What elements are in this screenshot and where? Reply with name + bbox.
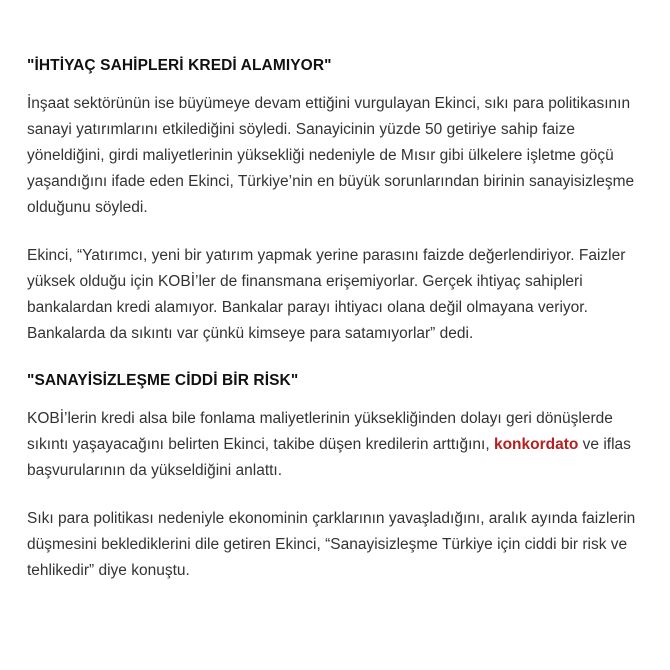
paragraph-kobi-text-end: ve iflas başvurularının da yükseldiğini anlattı. (27, 436, 631, 479)
paragraph-kobi-kredi (27, 406, 652, 484)
section-heading-kredi: "İHTİYAÇ SAHİPLERİ KREDİ ALAMIYOR" (27, 57, 332, 74)
paragraph-insaat-sektoru: İnşaat sektörünün ise büyümeye devam ettiğini vurgulayan Ekinci, sıkı para politikasının sanayi yatırımlarını etkilediğini söyledi. Sanayicinin yüzde 50 getiriye sahip faize yöneldiğini, girdi maliyetlerinin yüksekliği nedeniyle de Mısır gibi ülkelere işletme göçü yaşandığını ifade eden Ekinci, Türkiye’nin en büyük sorunlarından birinin sanayisizleşme olduğunu söyledi. (27, 95, 635, 216)
paragraph-ekinci-quote: Ekinci, “Yatırımcı, yeni bir yatırım yapmak yerine parasını faizde değerlendiriyor. Faizler yüksek olduğu için KOBİ’ler de finansmana erişemiyorlar. Gerçek ihtiyaç sahipleri bankalardan kredi alamıyor. Bankalar parayı ihtiyacı olana değil olmayana veriyor. Bankalarda da sıkıntı var çünkü kimseye para satamıyorlar” dedi. (27, 247, 626, 342)
konkordato-link[interactable]: konkordato (493, 436, 579, 453)
paragraph-kobi-text-start: KOBİ’lerin kredi alsa bile fonlama maliyetlerinin yüksekliğinden dolayı geri dönüşlerde sıkıntı yaşayacağını belirten Ekinci, takibe düşen kredilerin arttığını, (27, 410, 613, 453)
article-body (27, 55, 652, 607)
paragraph-sanayisizlesme-risk: Sıkı para politikası nedeniyle ekonominin çarklarının yavaşladığını, aralık ayında faizlerin düşmesini beklediklerini dile getiren Ekinci, “Sanayisizleşme Türkiye için ciddi bir risk ve tehlikedir” diye konuştu. (27, 510, 636, 579)
section-heading-sanayisizlesme: "SANAYİSİZLEŞME CİDDİ BİR RİSK" (27, 372, 299, 389)
